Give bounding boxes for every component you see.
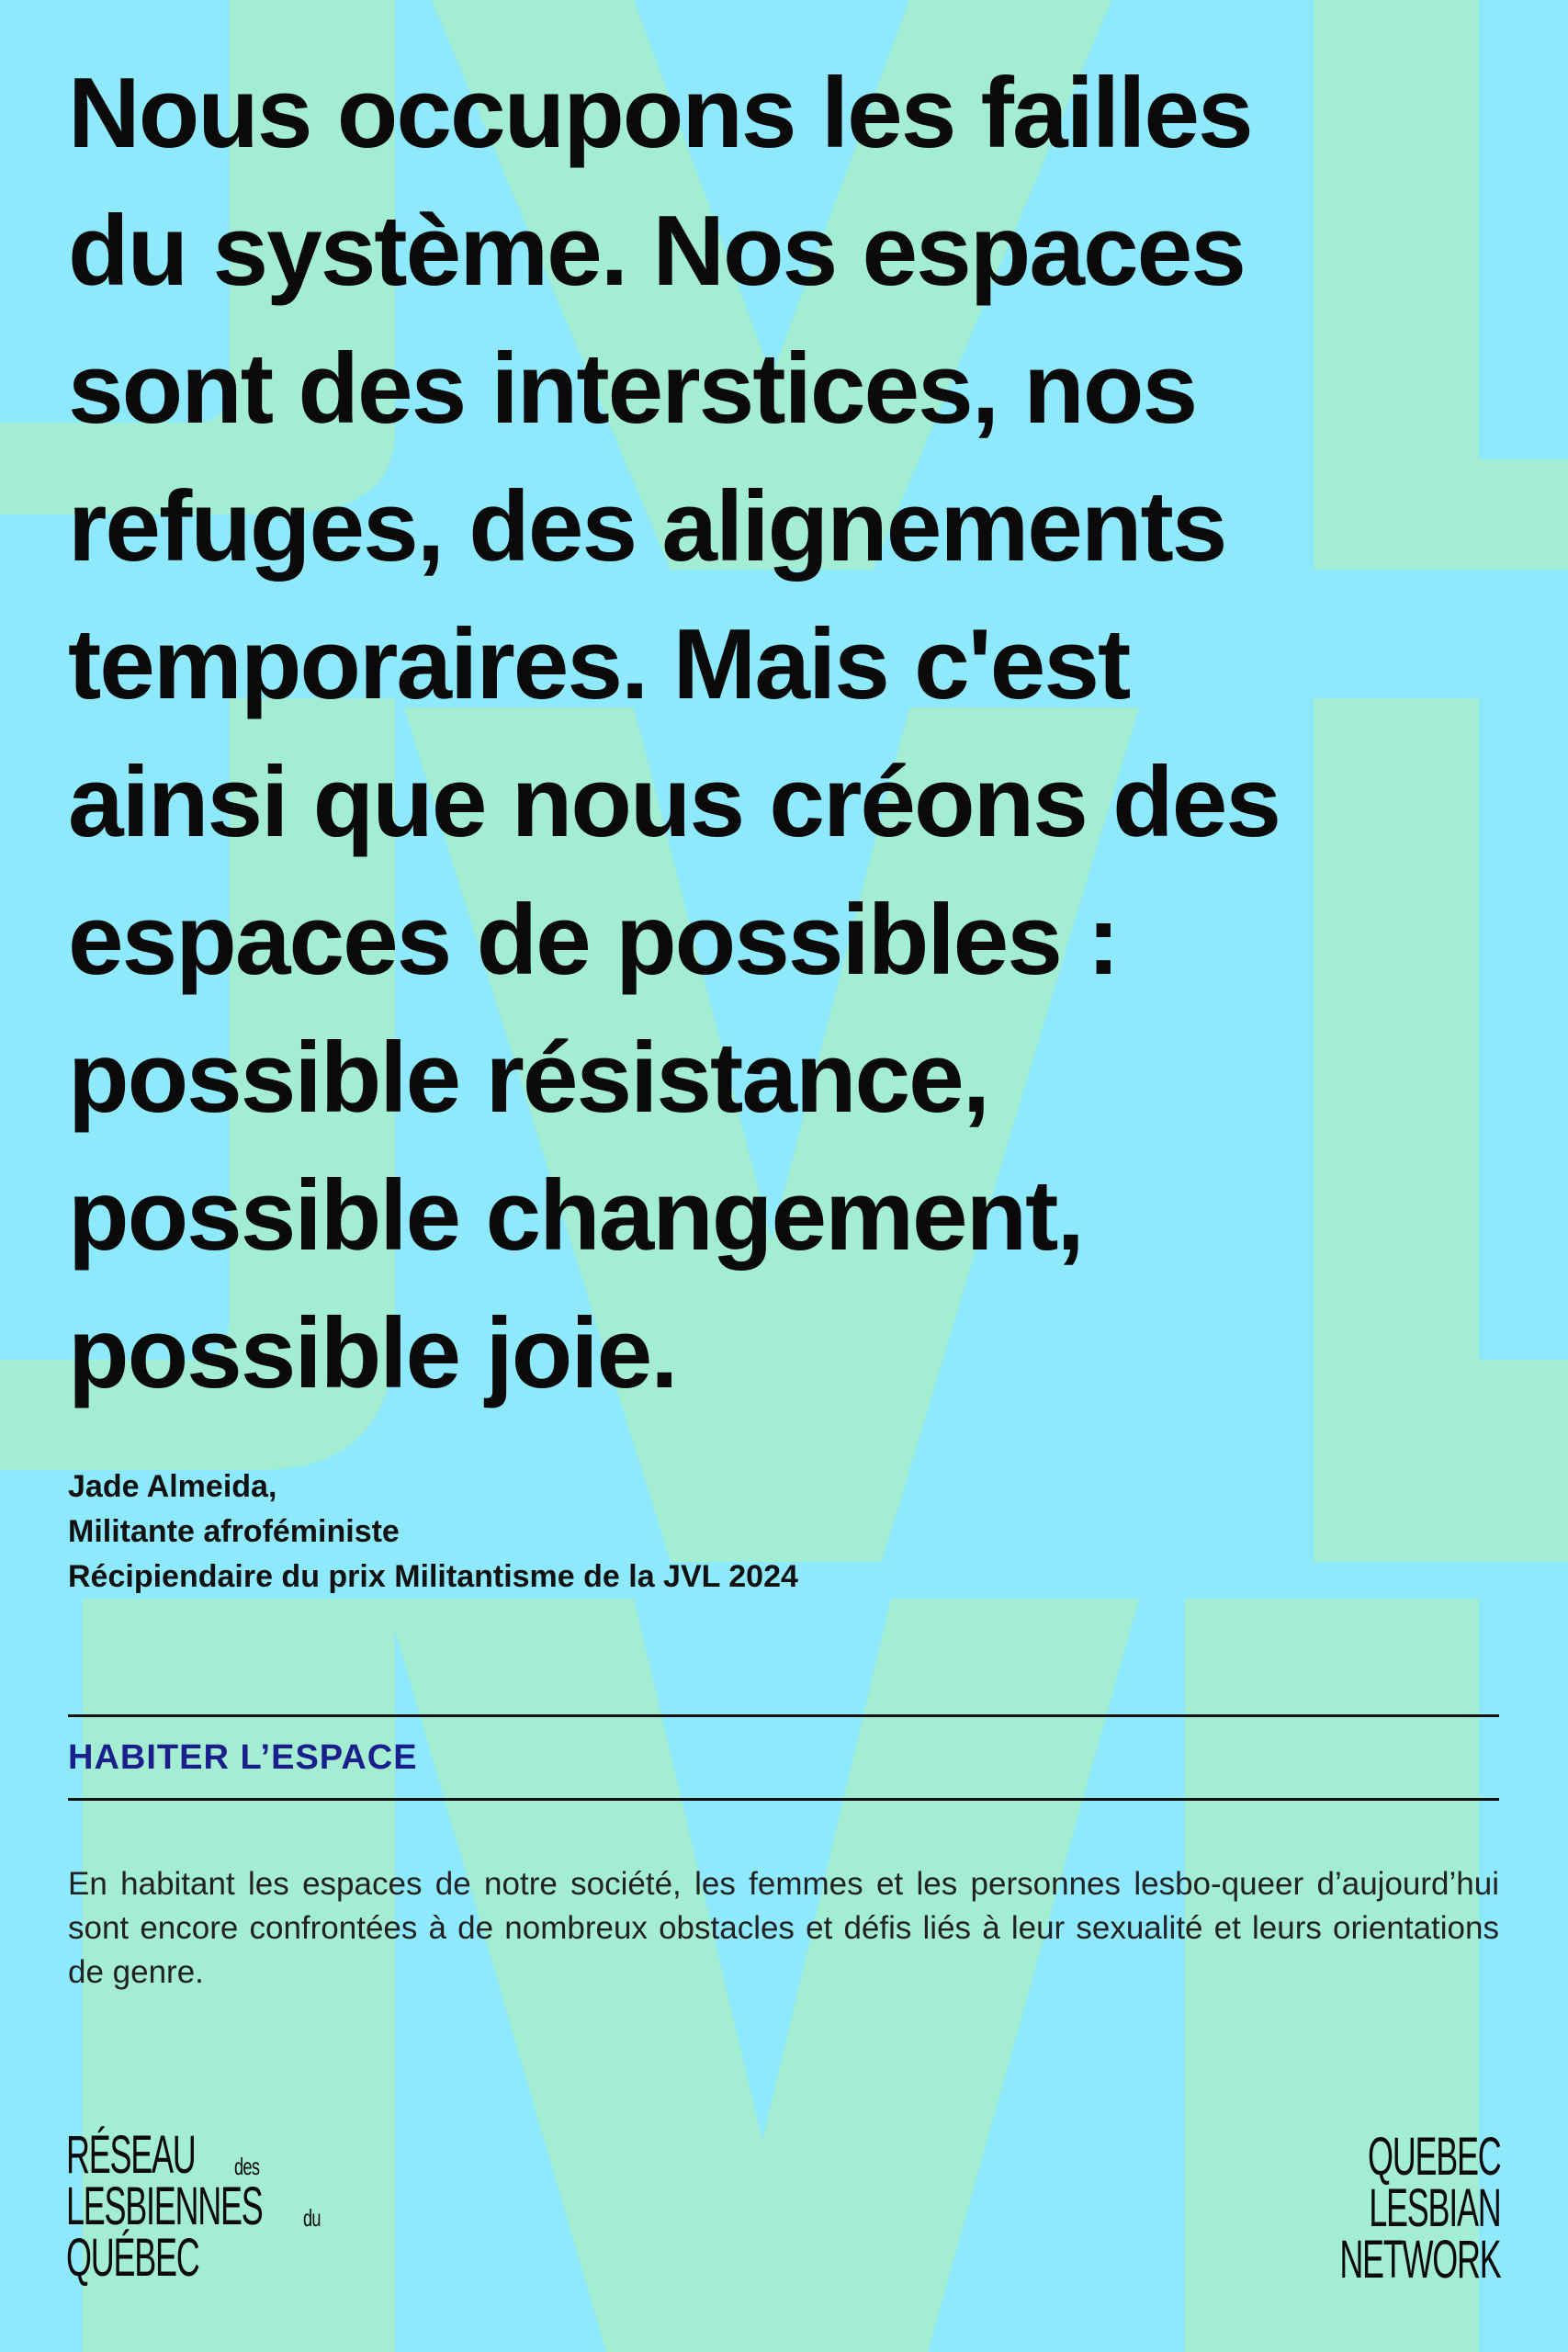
section-divider-bottom — [68, 1798, 1499, 1801]
logo-en-line3: NETWORK — [1338, 2230, 1500, 2290]
reseau-lesbiennes-quebec-logo — [66, 2125, 328, 2288]
quote-line: temporaires. Mais c'est — [68, 608, 1130, 720]
logo-en-line2: LESBIAN — [1368, 2178, 1500, 2238]
author-award: Récipiendaire du prix Militantisme de la JVL 2024 — [68, 1559, 798, 1594]
author-name: Jade Almeida, — [68, 1469, 277, 1504]
section-description: En habitant les espaces de notre société, les femmes et les personnes lesbo-queer d’aujourd’hui sont encore confrontées à de nombreux obstacles et défis liés à leur sexualité et leurs orientations de genre. — [68, 1866, 1499, 1990]
logo-fr-line1-small: des — [233, 2153, 259, 2180]
logo-fr-line1: RÉSEAU — [66, 2125, 196, 2185]
quote-line: ainsi que nous créons des — [68, 746, 1280, 858]
quote-line: Nous occupons les failles — [68, 57, 1252, 169]
logo-fr-line2: LESBIENNES — [66, 2177, 263, 2236]
quote-line: possible changement, — [68, 1159, 1083, 1272]
author-role: Militante afroféministe — [68, 1514, 400, 1549]
quote-attribution — [68, 1464, 798, 1600]
quote-line: refuges, des alignements — [68, 470, 1226, 582]
quebec-lesbian-network-logo — [1241, 2127, 1500, 2290]
quote-line: du système. Nos espaces — [68, 195, 1245, 307]
logo-fr-line3: QUÉBEC — [66, 2228, 199, 2288]
quote-text — [68, 44, 1519, 1422]
logo-en-line1: QUEBEC — [1367, 2127, 1500, 2187]
quote-line: possible résistance, — [68, 1022, 989, 1134]
quote-line: espaces de possibles : — [68, 884, 1119, 996]
section-divider-top — [68, 1714, 1499, 1717]
logo-fr-line2-small: du — [303, 2204, 321, 2232]
section-title: HABITER L’ESPACE — [68, 1738, 418, 1777]
quote-line: possible joie. — [68, 1297, 677, 1409]
quote-line: sont des interstices, nos — [68, 333, 1197, 445]
